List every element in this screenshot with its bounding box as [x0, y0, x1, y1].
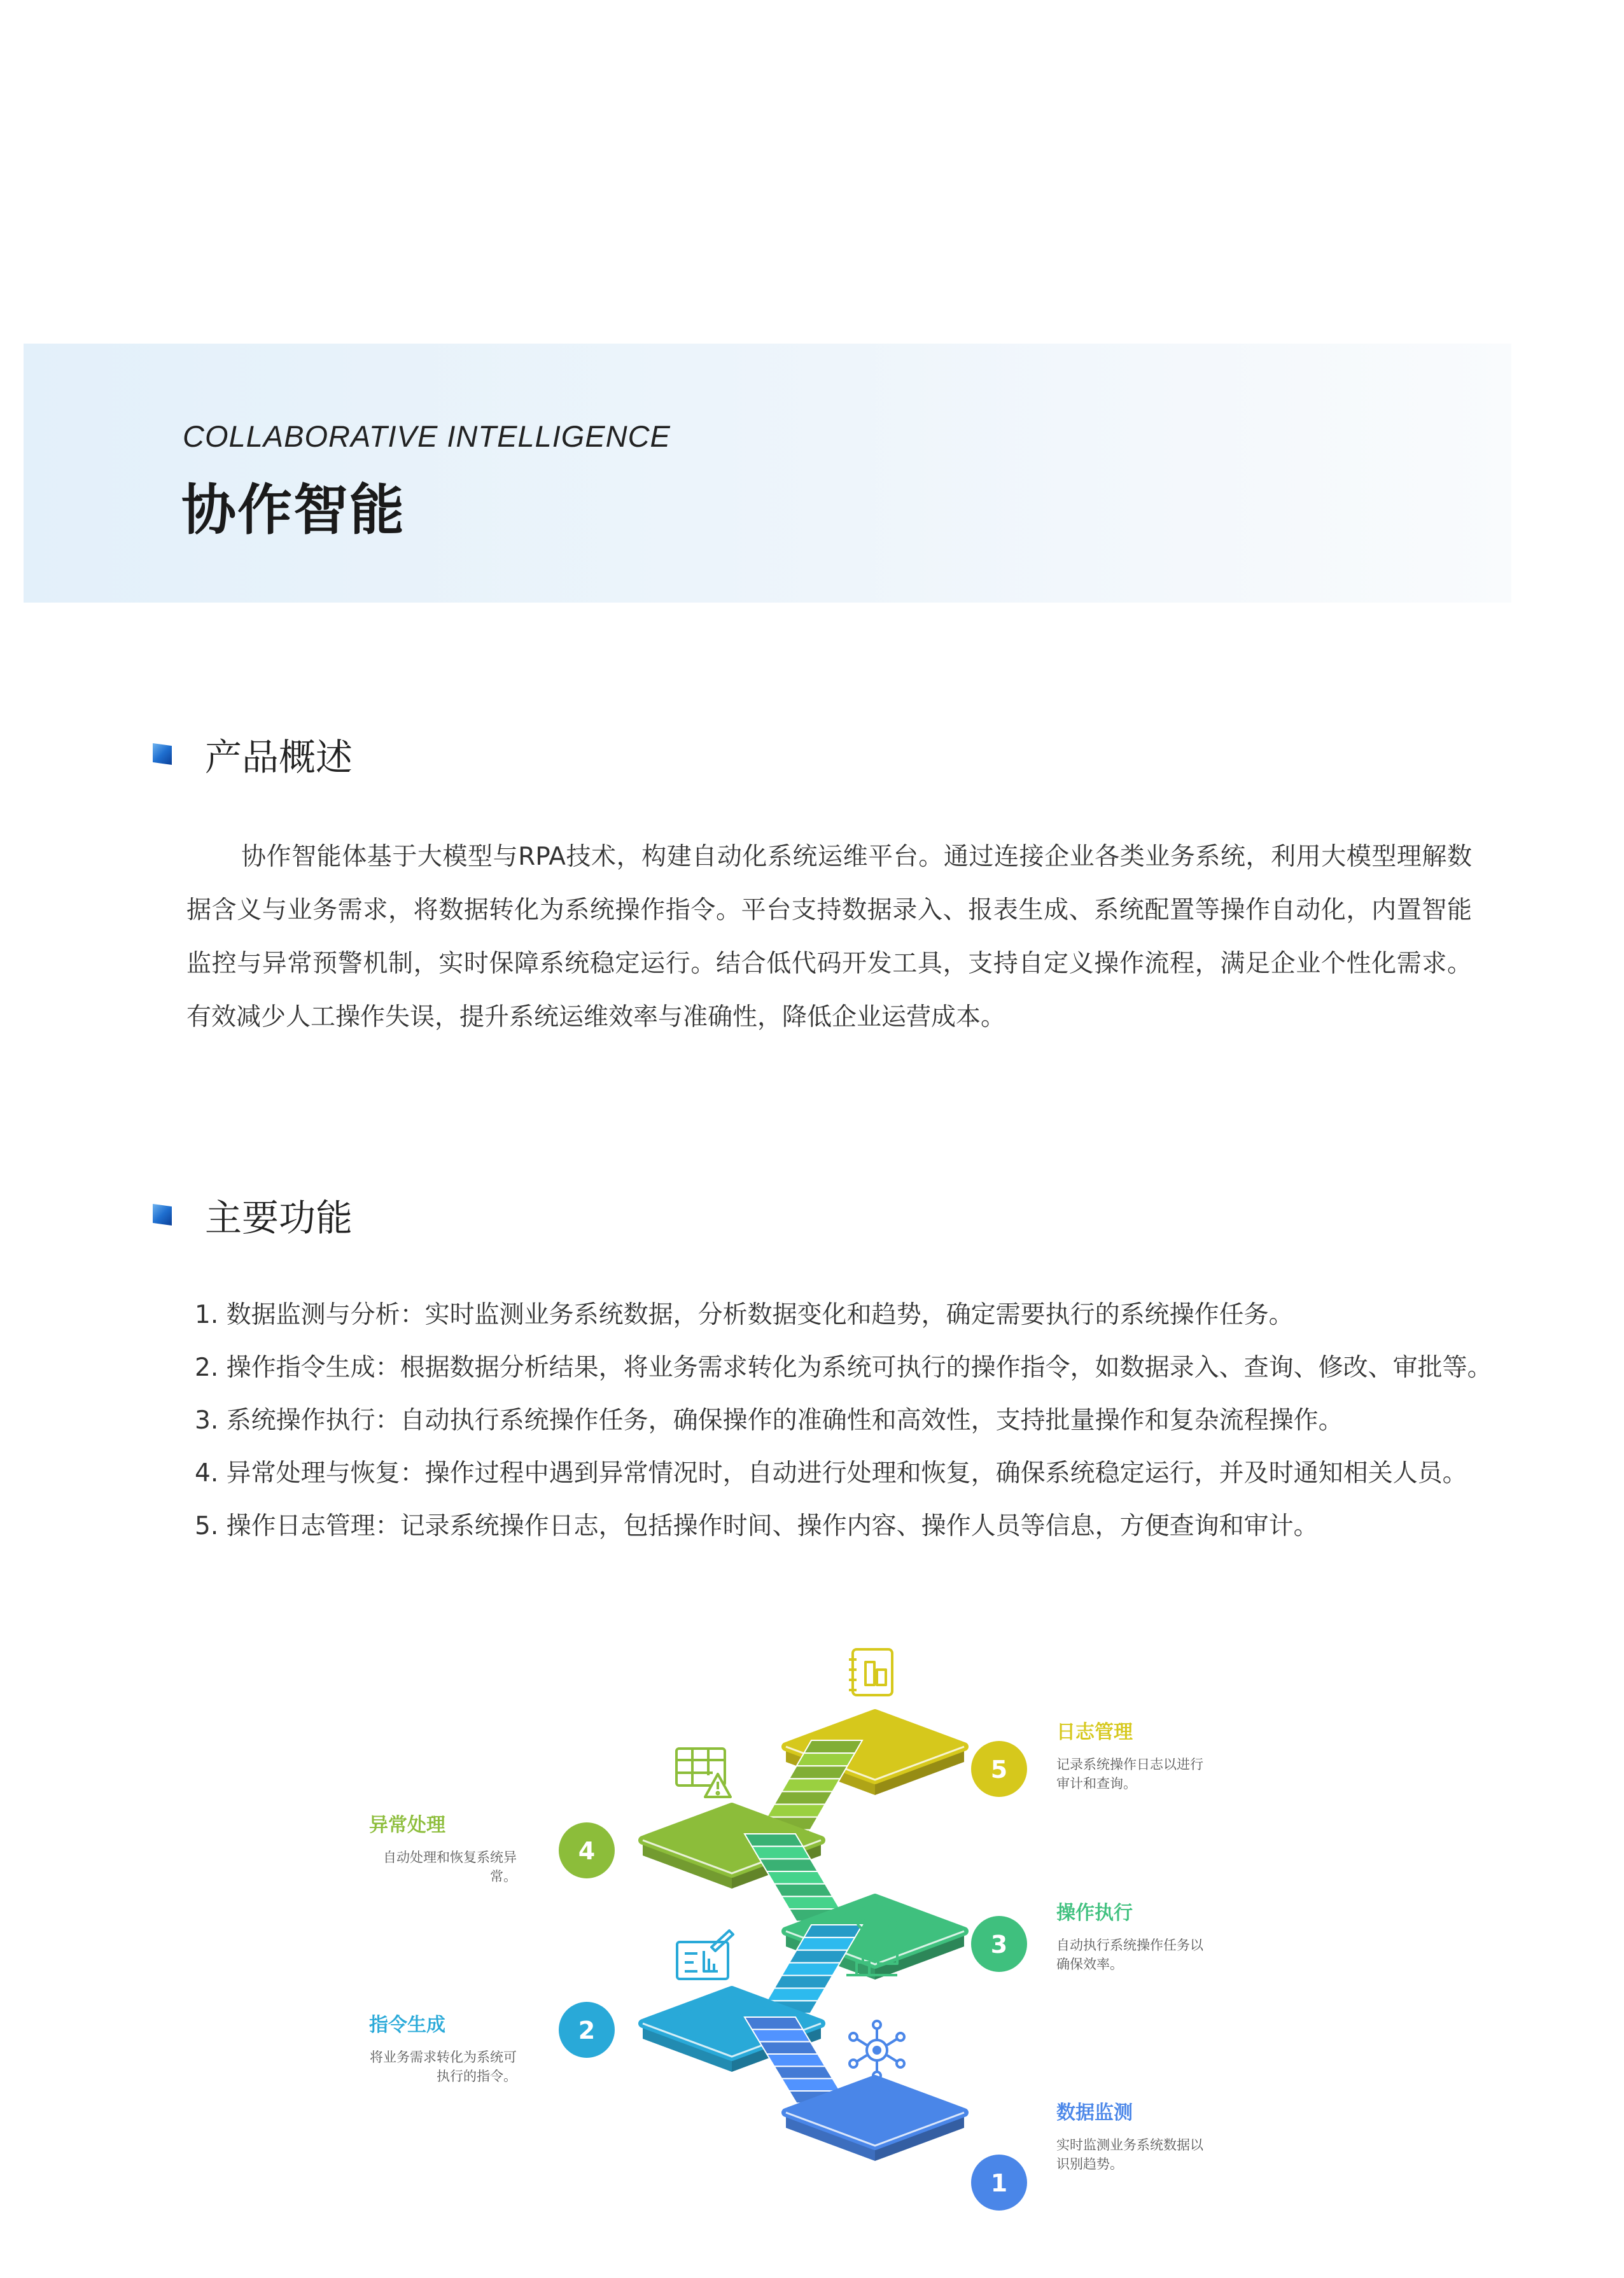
logbook-icon — [849, 1649, 892, 1695]
step-description: 自动处理和恢复系统异 — [383, 1850, 517, 1865]
step-title: 异常处理 — [369, 1814, 445, 1836]
section-heading-overview — [153, 727, 353, 781]
step-description: 记录系统操作日志以进行 — [1056, 1757, 1203, 1772]
section-heading-text: 主要功能 — [205, 1196, 353, 1240]
step-description: 常。 — [490, 1869, 517, 1884]
step-description: 确保效率。 — [1056, 1957, 1123, 1972]
step-title: 数据监测 — [1056, 2102, 1133, 2124]
list-item: 1. 数据监测与分析：实时监测业务系统数据，分析数据变化和趋势，确定需要执行的系统操作任务。 — [195, 1301, 1294, 1329]
section-heading-functions — [153, 1188, 353, 1241]
step-number: 5 — [990, 1756, 1008, 1784]
step-title: 日志管理 — [1056, 1721, 1133, 1743]
step-title: 指令生成 — [369, 2014, 445, 2036]
section-marker-icon — [153, 1204, 172, 1226]
overview-paragraph: 协作智能体基于大模型与RPA技术，构建自动化系统运维平台。通过连接企业各类业务系统，利用大模型理解数据含义与业务需求，将数据转化为系统操作指令。平台支持数据录入、报表生成、系统配置等操作自动化，内置智能监控与异常预警机制，实时保障系统稳定运行。结合低代码开发工具，支持自定义操作流程，满足企业个性化需求。有效减少人工操作失误，提升系统运维效率与准确性，降低企业运营成本。 — [186, 842, 1472, 1031]
step-description: 将业务需求转化为系统可 — [370, 2050, 517, 2065]
step-number: 2 — [578, 2016, 596, 2044]
step-description: 实时监测业务系统数据以 — [1056, 2137, 1203, 2153]
section-heading-text: 产品概述 — [205, 736, 353, 779]
step-number: 3 — [990, 1931, 1008, 1959]
step-1 — [971, 2102, 1204, 2211]
banner-subtitle: COLLABORATIVE INTELLIGENCE — [183, 419, 671, 453]
step-description: 自动执行系统操作任务以 — [1056, 1938, 1203, 1953]
page-title: 协作智能 — [181, 479, 405, 542]
step-description: 执行的指令。 — [437, 2069, 517, 2084]
staircase-diagram — [0, 1591, 1624, 2265]
list-item: 4. 异常处理与恢复：操作过程中遇到异常情况时，自动进行处理和恢复，确保系统稳定运行，并及时通知相关人员。 — [195, 1459, 1467, 1488]
warning-table-icon — [676, 1749, 731, 1797]
step-5 — [971, 1721, 1203, 1797]
network-icon — [850, 2021, 904, 2079]
step-description: 审计和查询。 — [1056, 1776, 1137, 1791]
step-title: 操作执行 — [1056, 1902, 1133, 1924]
step-4 — [369, 1814, 615, 1884]
function-list — [195, 1289, 1569, 1553]
list-item: 3. 系统操作执行：自动执行系统操作任务，确保操作的准确性和高效性，支持批量操作和复杂流程操作。 — [195, 1406, 1343, 1435]
list-item: 5. 操作日志管理：记录系统操作日志，包括操作时间、操作内容、操作人员等信息，方便查询和审计。 — [195, 1512, 1319, 1541]
step-description: 识别趋势。 — [1056, 2156, 1123, 2172]
step-2 — [369, 2002, 615, 2084]
step-number: 1 — [990, 2169, 1008, 2197]
document-edit-icon — [677, 1931, 733, 1979]
step-number: 4 — [578, 1837, 596, 1865]
list-item: 2. 操作指令生成：根据数据分析结果，将业务需求转化为系统可执行的操作指令，如数据录入、查询、修改、审批等。 — [195, 1353, 1492, 1382]
section-marker-icon — [153, 743, 172, 765]
step-3 — [971, 1902, 1204, 1972]
